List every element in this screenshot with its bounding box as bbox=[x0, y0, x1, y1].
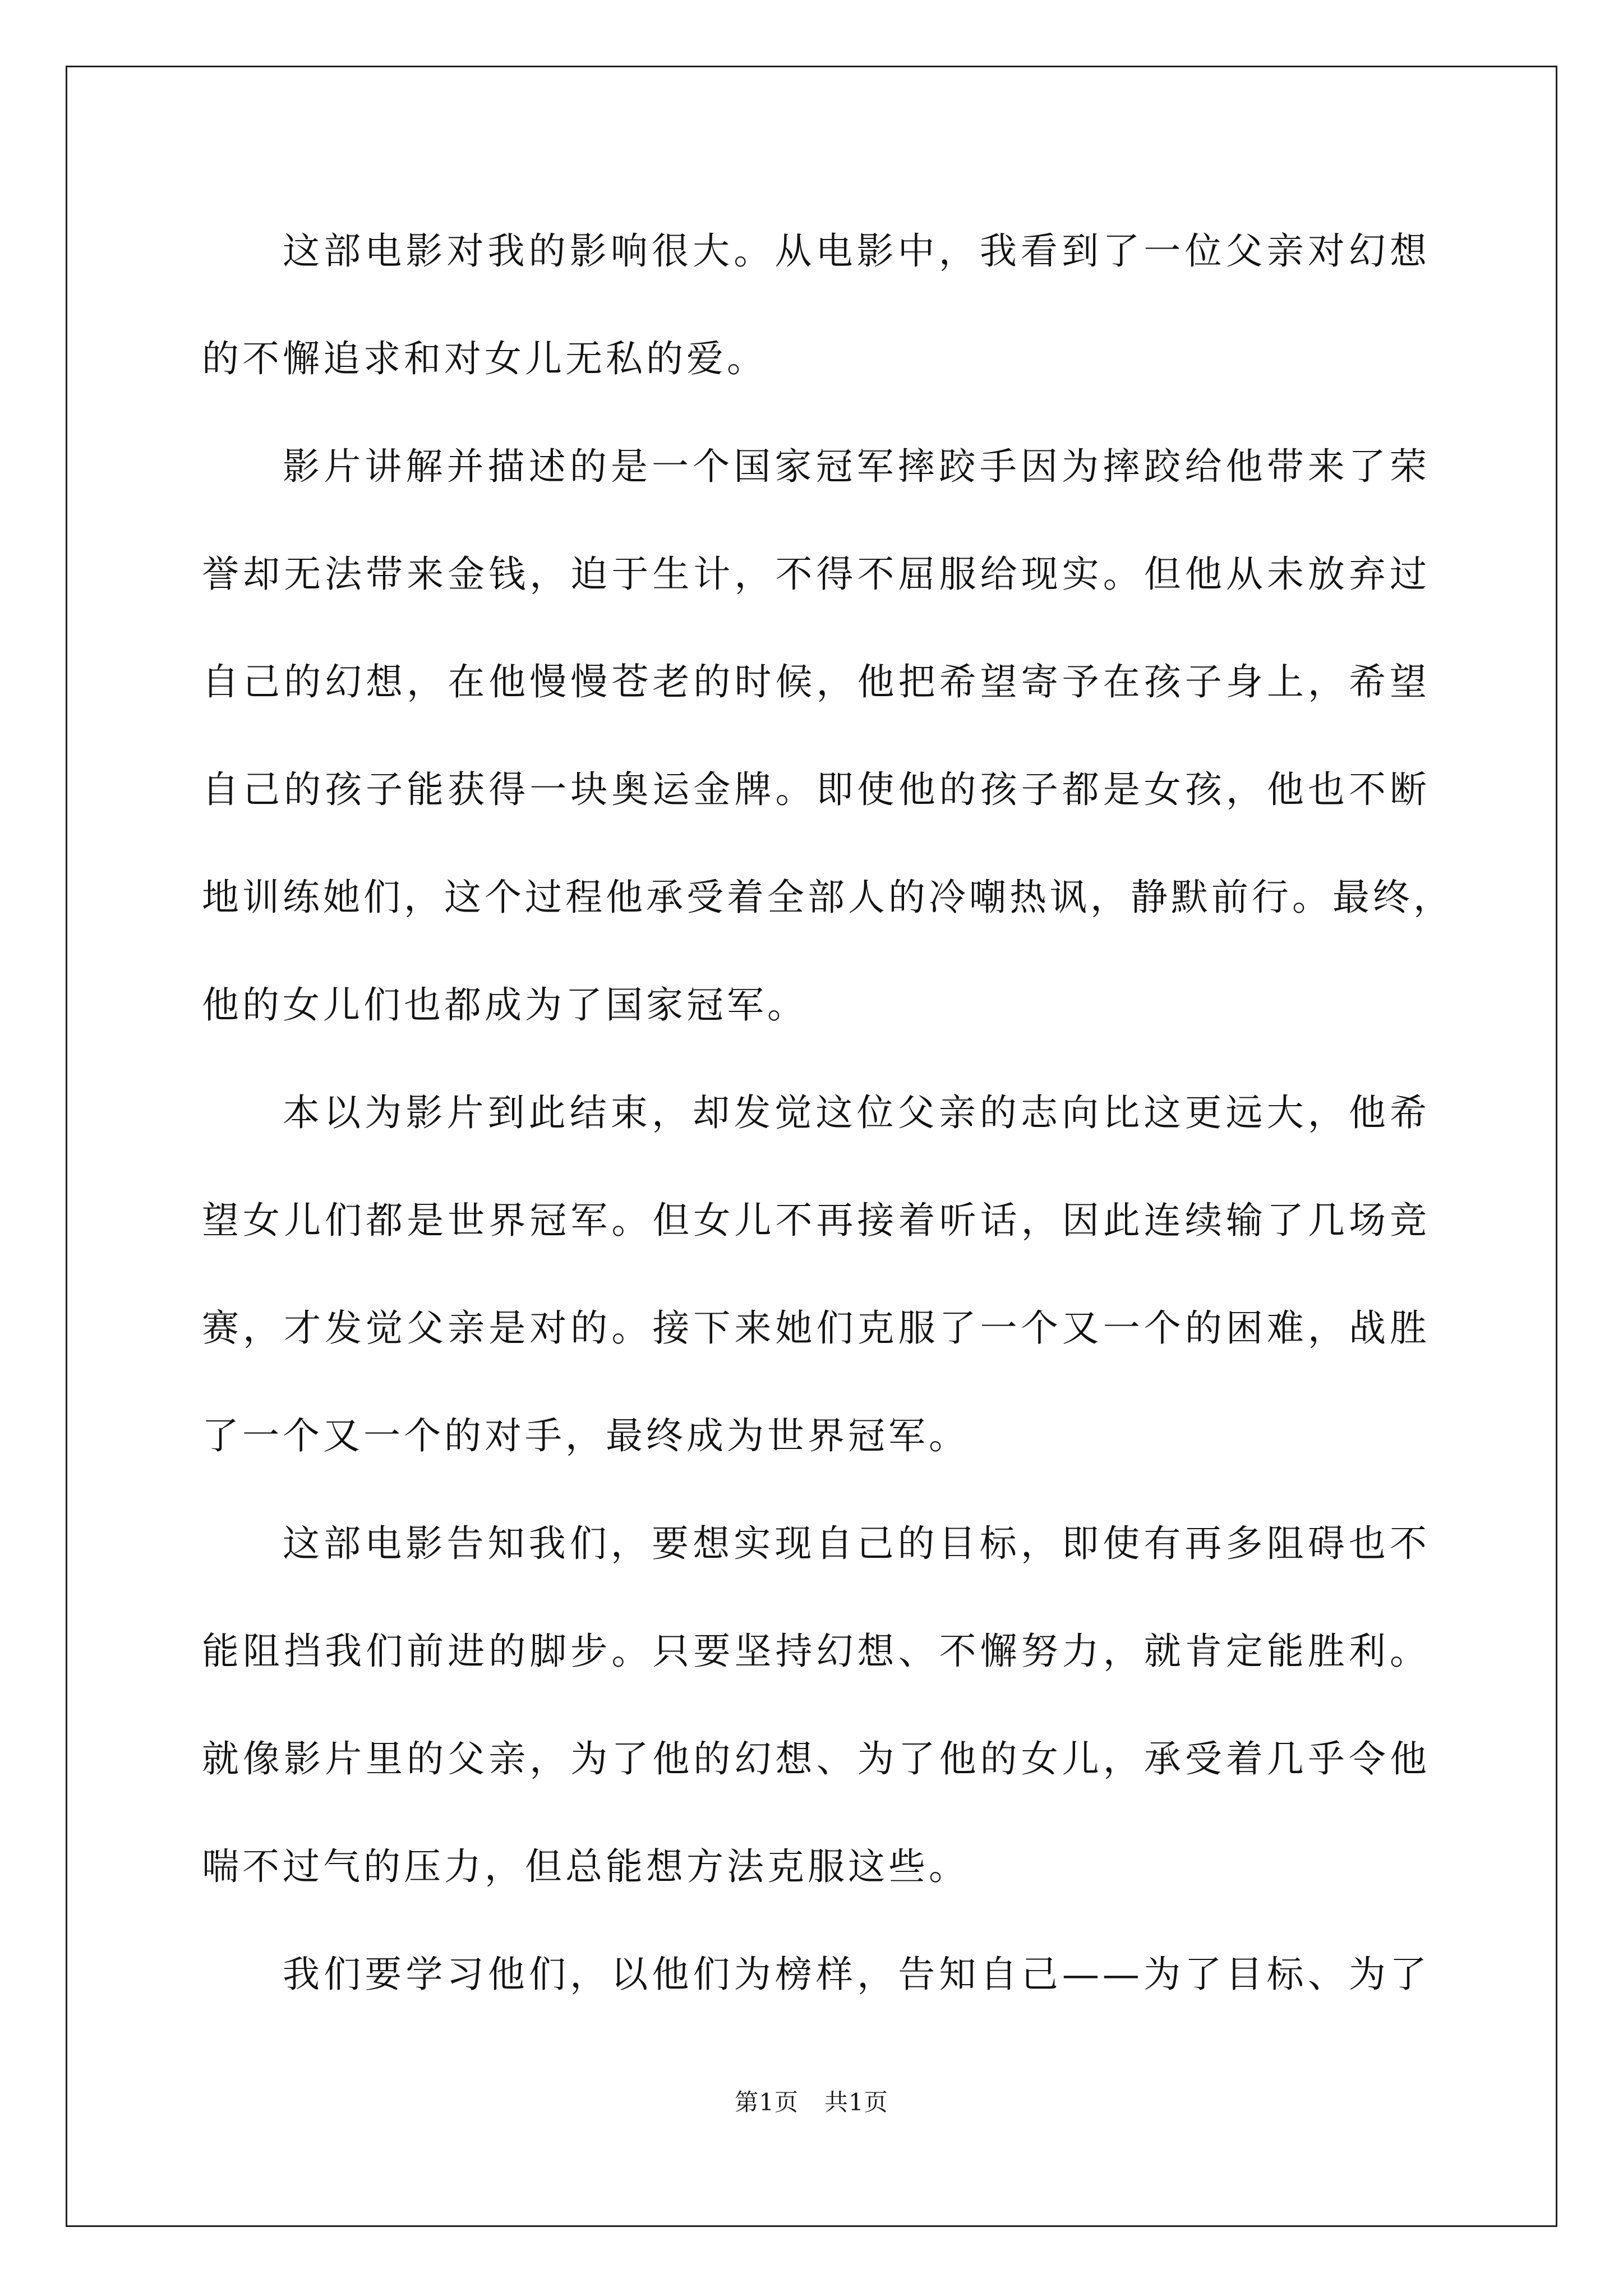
page-footer bbox=[0, 2084, 1623, 2118]
text-line: 这部电影对我的影响很大。从电影中，我看到了一位父亲对幻想 bbox=[283, 229, 1430, 273]
text-line: 赛，才发觉父亲是对的。接下来她们克服了一个又一个的困难，战胜 bbox=[202, 1306, 1430, 1350]
text-line: 这部电影告知我们，要想实现自己的目标，即使有再多阻碍也不 bbox=[283, 1522, 1430, 1565]
text-line: 喘不过气的压力，但总能想方法克服这些。 bbox=[202, 1845, 969, 1888]
document-body bbox=[202, 213, 1454, 2044]
text-line: 自己的孩子能获得一块奥运金牌。即使他的孩子都是女孩，他也不断 bbox=[202, 768, 1430, 811]
text-line: 地训练她们，这个过程他承受着全部人的冷嘲热讽，静默前行。最终， bbox=[202, 876, 1454, 919]
text-line: 了一个又一个的对手，最终成为世界冠军。 bbox=[202, 1414, 969, 1457]
text-line: 他的女儿们也都成为了国家冠军。 bbox=[202, 983, 808, 1027]
page-total: 共1页 bbox=[824, 2088, 888, 2116]
text-line: 望女儿们都是世界冠军。但女儿不再接着听话，因此连续输了几场竞 bbox=[202, 1199, 1430, 1242]
text-line: 自己的幻想，在他慢慢苍老的时候，他把希望寄予在孩子身上，希望 bbox=[202, 660, 1430, 703]
page-number: 第1页 bbox=[735, 2088, 799, 2116]
text-line: 我们要学习他们，以他们为榜样，告知自己——为了目标、为了 bbox=[283, 1953, 1430, 1996]
text-line: 的不懈追求和对女儿无私的爱。 bbox=[202, 337, 767, 380]
text-line: 就像影片里的父亲，为了他的幻想、为了他的女儿，承受着几乎令他 bbox=[202, 1737, 1430, 1780]
text-line: 能阻挡我们前进的脚步。只要坚持幻想、不懈努力，就肯定能胜利。 bbox=[202, 1630, 1430, 1673]
text-line: 影片讲解并描述的是一个国家冠军摔跤手因为摔跤给他带来了荣 bbox=[283, 445, 1430, 488]
text-line: 本以为影片到此结束，却发觉这位父亲的志向比这更远大，他希 bbox=[283, 1091, 1430, 1134]
text-line: 誉却无法带来金钱，迫于生计，不得不屈服给现实。但他从未放弃过 bbox=[202, 553, 1430, 596]
